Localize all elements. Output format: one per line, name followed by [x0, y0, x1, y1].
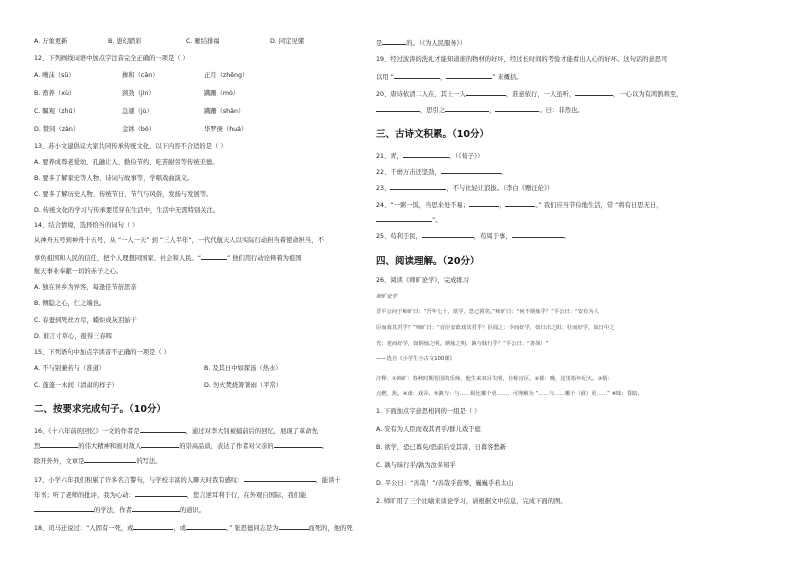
q14-stem: 14、结合情境，选择恰当的词句（ ） — [34, 222, 139, 229]
q18-cont-text-2: 的。（《为人民服务》） — [406, 40, 467, 47]
q14-option-b[interactable]: B. 恻隐之心，仁之端也。 — [34, 300, 106, 307]
q24-line-1 — [376, 200, 662, 210]
q21-text-1: 21、青， — [376, 153, 403, 160]
q16-blank-5[interactable] — [84, 456, 136, 463]
q16-line-3 — [34, 456, 162, 466]
q22-text-1: 22、 — [376, 169, 391, 176]
q20-text-6: 。曰：非然也。 — [539, 107, 584, 114]
q26-1-option-b[interactable]: B. 欲学，恐已暮矣/恐前后受其害，日暮客愁新 — [376, 444, 507, 451]
q12-d-2: 金钵（bō） — [122, 126, 156, 133]
q12-a-2: 掺和（cān） — [122, 72, 159, 79]
q16-text-8: 的写法。 — [136, 458, 162, 465]
q16-text-7: 除开外外，文章是 — [34, 458, 85, 465]
q17-text-5: 的学法，作者 — [94, 507, 132, 514]
q18-blank-4[interactable] — [382, 38, 406, 45]
q14-para-2b: ” 他们用行动诠释着为祖国 — [226, 255, 302, 262]
q20-text-5: ， — [489, 107, 496, 114]
q15-option-b[interactable]: B. 及其日中如探汤（热水） — [204, 365, 282, 372]
q17-text-3: 年书；听了老师的批评，我为心动： — [34, 492, 135, 499]
q18-text-2: ，或 — [173, 525, 187, 532]
q11-option-d[interactable]: D. 同定见懂 — [270, 38, 305, 45]
q16-text-5: 的崇高品质，表达了作者对父亲的 — [179, 443, 274, 450]
q16-blank-4[interactable] — [274, 441, 322, 448]
q15-option-d[interactable]: D. 勿火焚烧箸箸雨（平常） — [204, 382, 283, 389]
q12-c-3: 蹒跚（shān） — [204, 108, 245, 115]
q26-1-stem: 1. 下面加点字意思相同的一组是（ ） — [376, 408, 481, 415]
q15-option-a[interactable]: A. 不与别兼若与（准道） — [34, 365, 106, 372]
q12-c-2: 急遽（jù） — [122, 108, 153, 115]
q17-line-1 — [34, 475, 341, 485]
q20-blank-1[interactable] — [466, 89, 506, 96]
q19-line-2 — [376, 72, 523, 82]
q12-b-3: 蹒跚（mò） — [204, 90, 240, 97]
q21-text-2: 。（《荀子》） — [448, 153, 484, 160]
q15-option-c[interactable]: C. 蓬蓬一木间（清肃的样子） — [34, 382, 118, 389]
q18-line-1 — [34, 523, 353, 533]
q18-text-1: 18、司马迁说过：“人固有一死，或 — [34, 525, 134, 532]
q22-line — [376, 167, 507, 177]
q26-1-option-c[interactable]: C. 孰与昧行乎/孰为汝多知乎 — [376, 462, 456, 469]
passage-line-1: 晋平公问于师旷曰：“吾年七十，欲学，恐已暮矣。”师旷曰：“何不炳烛乎？”平公曰：“安有为人 — [376, 309, 599, 315]
q20-line-1 — [376, 89, 682, 99]
q23-text-1: 23、 — [376, 185, 391, 192]
q12-b-1[interactable]: B. 畜养（xù） — [34, 90, 76, 97]
q16-text-2: ，通过对李大钊被捕前后的回忆，展现了革命先 — [185, 428, 318, 435]
q20-blank-3[interactable] — [376, 105, 420, 112]
q24-blank-2[interactable] — [505, 200, 535, 207]
q15-stem: 15、下列语句中加点字读音不正确的一项是（ ） — [34, 349, 170, 356]
q11-option-b[interactable]: B. 愚幻踏彩 — [108, 38, 142, 45]
q24-line-2 — [376, 215, 442, 225]
q12-d-3: 华罗庚（huá） — [204, 126, 248, 133]
q19-text-3: ” 来概括。 — [492, 74, 523, 81]
q18-text-3: 。” 张思德同志是为 — [226, 525, 279, 532]
q24-text-3: 。” 我们应当节俭地生活，常 “将有日思无日， — [535, 202, 663, 209]
q20-blank-5[interactable] — [495, 105, 539, 112]
q13-stem: 13、苏小文建倡议大家共同传承传统文化，以下内容不合适的是（ ） — [34, 143, 227, 150]
q20-blank-2[interactable] — [575, 89, 613, 96]
q13-option-b[interactable]: B. 要多了解家史等人物、诗词与故事等，学唱戏曲演义。 — [34, 175, 194, 182]
q16-text-4: 的伟大精神和面对敌人 — [78, 443, 142, 450]
q17-text-6: 的道识。 — [179, 507, 205, 514]
q16-text-1: 16、《十六年前的回忆》一文的作者是 — [34, 428, 140, 435]
q17-text-2: ，能读十 — [315, 477, 341, 484]
q16-text-6: 。 — [321, 443, 329, 450]
q11-option-c[interactable]: C. 雁结排福 — [186, 38, 220, 45]
q19-text-2: ， — [439, 74, 447, 81]
q24-text-2: ， — [499, 202, 506, 209]
q17-text-1: 17、小学六年我们积累了许多名言警句，与学校丰富的人聊天时我有感叹： — [34, 477, 244, 484]
q13-option-c[interactable]: C. 要多了解历史人物、传统节日、节气与风俗，发扬与发展等。 — [34, 191, 213, 198]
q14-para-3: 航天事业奉献一切的赤子之心。 — [34, 268, 123, 275]
q18-text-4: 而死的，他的死 — [308, 525, 353, 532]
section-4-title: 四、阅读理解。（20分） — [376, 256, 480, 267]
q18-blank-1[interactable] — [133, 523, 173, 530]
q23-blank[interactable] — [390, 183, 446, 190]
q26-1-option-d[interactable]: D. 平公曰：“善哉！”/善哉乎鼓琴，巍巍乎若太山 — [376, 480, 514, 487]
q18-blank-3[interactable] — [279, 523, 309, 530]
q20-line-2 — [376, 105, 584, 115]
q14-option-c[interactable]: C. 春蚕到死丝方尽，蜡炬成灰泪始干 — [34, 317, 137, 324]
q17-line-3 — [34, 505, 205, 515]
q14-para-1: 从神舟五号到神舟十五号，从 “一人一天” 到 “三人半年”，一代代航天人以实际行动担当着使命担当，不 — [34, 237, 324, 244]
q26-2-stem: 2. 师旷用了三个比喻来谈论学习，请根据文中信息，完成下面的图。 — [376, 498, 567, 505]
q24-blank-1[interactable] — [469, 200, 499, 207]
q16-blank-3[interactable] — [141, 441, 179, 448]
q21-blank[interactable] — [403, 151, 449, 158]
q17-text-4: ，您言逆耳利于行，在外观自国际，我们能 — [186, 492, 307, 499]
q17-line-2 — [34, 490, 306, 500]
q17-blank-2[interactable] — [135, 490, 187, 497]
q21-line — [376, 151, 484, 161]
q18-cont-text-1: 是 — [376, 40, 383, 47]
q12-a-1[interactable]: A. 嘈沫（sū） — [34, 72, 75, 79]
q12-stem: 12、下列画线词语中加点字注音完全正确的一项是（ ） — [34, 55, 189, 62]
q23-text-2: ，不与比轻让浪拔。（李白《赠汪伦》） — [446, 185, 554, 192]
q18-blank-2[interactable] — [186, 523, 226, 530]
q22-text-2: 千磨万击还坚劲， — [390, 169, 441, 176]
q14-para-2a: 辜负祖国和人民的信任，把个人理想同国家、社会和人民。“ — [34, 255, 201, 262]
q25-line — [376, 231, 570, 241]
q20-text-3: ，一心以为有鸿鹄将至， — [613, 91, 683, 98]
q26-stem: 26、阅读《师旷论学》，完成练习 — [376, 277, 470, 284]
q19-line-1: 19、经过波涛的洗礼才能知道谁的物材的好坏，经过长时间的考验才能看出人心的好坏。这句话的意思可 — [376, 56, 668, 63]
notes-line-2: 点燃，焦。④戏：戏弄。⑤孰与：与……相比哪个更……，可理解为 “……与……哪个（谁）更……” ⑥昧：昏暗。 — [376, 391, 643, 397]
q24-text-1: 24、“一粥一饭，当思来处不易； — [376, 202, 470, 209]
q24-text-4: ”。 — [432, 217, 442, 224]
section-3-title: 三、古诗文积累。（10分） — [376, 129, 489, 140]
q13-option-d[interactable]: D. 传统文化的学习与传承要贯穿在生活中，生活中无需特别关注。 — [34, 207, 220, 214]
q11-option-a[interactable]: A. 万象更新 — [34, 38, 68, 45]
q16-line-1 — [34, 426, 318, 436]
section-2-title: 二、按要求完成句子。（10分） — [34, 404, 166, 415]
q20-text-2: ，准意依行，一人虽听， — [505, 91, 576, 98]
passage-line-3: 光；老而好学，如炳烛之明。炳烛之明，孰与昧行乎？”平公曰：“善哉！” — [376, 341, 549, 347]
q17-blank-3[interactable] — [34, 505, 94, 512]
q12-c-1[interactable]: C. 瞩观（zhǔ） — [34, 108, 79, 115]
q13-option-a[interactable]: A. 要养成尊老爱幼、孔融让人、勤俭节约、吃苦耐劳等传统美德。 — [34, 159, 219, 166]
q25-text-3: 。 — [563, 233, 570, 240]
q26-1-option-a[interactable]: A. 安有为人臣而戏其君乎/群儿戏于庭 — [376, 426, 481, 433]
q16-line-2 — [34, 441, 328, 451]
q24-blank-3[interactable] — [376, 215, 432, 222]
q16-text-3: 烈 — [34, 443, 41, 450]
q16-blank-author[interactable] — [140, 426, 186, 433]
q25-blank-1[interactable] — [422, 231, 474, 238]
q19-blank-2[interactable] — [446, 72, 492, 79]
q17-blank-4[interactable] — [132, 505, 180, 512]
notes-line-1: 注释：①师旷：春秋时期晋国的乐师，他生来双目失明，自称盲臣。②暮：晚，这里指年纪大。③炳： — [376, 376, 613, 382]
q20-blank-4[interactable] — [445, 105, 489, 112]
q14-option-a[interactable]: A. 独在异乡为异客，每逢佳节倍思亲 — [34, 284, 137, 291]
passage-line-2: 臣而戏其君乎？”师旷曰：“盲臣安敢戏其君乎？臣闻之：少而好学，如日出之阳；壮而好学，如日中之 — [376, 325, 615, 331]
q20-text-1: 20、唐诗依清二人在，其上一人 — [376, 91, 466, 98]
q12-a-3: 正月（zhēng） — [204, 72, 249, 79]
q14-para-2 — [34, 253, 302, 263]
q12-b-2: 颈劲（jìn） — [122, 90, 155, 97]
q25-text-2: ，苟周于事， — [473, 233, 512, 240]
q16-blank-2[interactable] — [40, 441, 78, 448]
q20-text-4: ，思引之 — [420, 107, 446, 114]
q22-blank[interactable] — [441, 167, 501, 174]
q14-blank[interactable] — [201, 253, 227, 260]
q17-blank-1[interactable] — [244, 475, 316, 482]
q18-continuation — [376, 38, 466, 48]
passage-source: ——选自《小学生小古文100课》 — [376, 356, 455, 362]
passage-title: 师旷论学 — [376, 294, 398, 300]
q19-text-1: 以用 “ — [376, 74, 394, 81]
q25-text-1: 25、苟利于民， — [376, 233, 422, 240]
q19-blank-1[interactable] — [394, 72, 440, 79]
q25-blank-2[interactable] — [512, 231, 564, 238]
q22-text-3: 。 — [500, 169, 507, 176]
q12-d-1[interactable]: D. 赞同（zàn） — [34, 126, 80, 133]
q23-line — [376, 183, 553, 193]
q14-option-d[interactable]: D. 谁言寸草心，报得三春晖 — [34, 333, 113, 340]
